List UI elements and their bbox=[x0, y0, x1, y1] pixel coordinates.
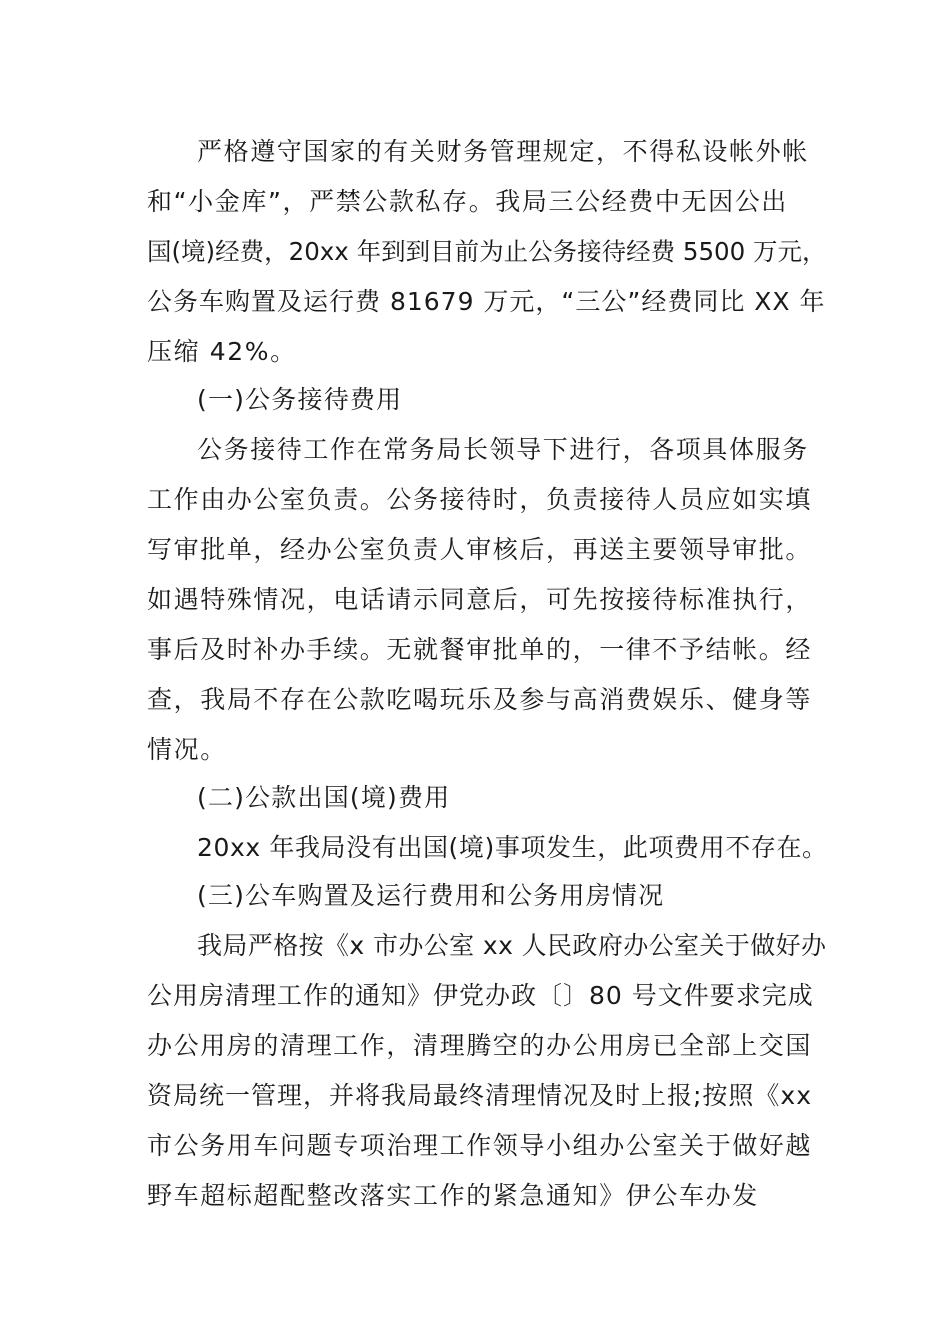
paragraph-2-line-3: 写审批单，经办公室负责人审核后，再送主要领导审批。 bbox=[147, 535, 813, 564]
paragraph-2-line-1: 公务接待工作在常务局长领导下进行，各项具体服务 bbox=[197, 435, 809, 464]
paragraph-1-line-3: 国(境)经费，20xx 年到到目前为止公务接待经费 5500 万元， bbox=[147, 237, 827, 266]
section-heading-2: (二)公款出国(境)费用 bbox=[197, 783, 451, 812]
paragraph-2-line-7: 情况。 bbox=[147, 735, 227, 764]
paragraph-1-line-1: 严格遵守国家的有关财务管理规定，不得私设帐外帐 bbox=[197, 137, 809, 166]
paragraph-2-line-4: 如遇特殊情况，电话请示同意后，可先按接待标准执行， bbox=[147, 585, 813, 614]
paragraph-4-line-5: 市公务用车问题专项治理工作领导小组办公室关于做好越 bbox=[147, 1131, 813, 1160]
paragraph-4-line-4: 资局统一管理，并将我局最终清理情况及时上报;按照《xx bbox=[147, 1081, 813, 1110]
paragraph-1-line-4: 公务车购置及运行费 81679 万元，“三公”经费同比 XX 年 bbox=[147, 287, 826, 316]
paragraph-4-line-3: 办公用房的清理工作，清理腾空的办公用房已全部上交国 bbox=[147, 1031, 813, 1060]
paragraph-4-line-6: 野车超标超配整改落实工作的紧急通知》伊公车办发 bbox=[147, 1181, 759, 1210]
paragraph-4-line-2: 公用房清理工作的通知》伊党办政〔〕80 号文件要求完成 bbox=[147, 981, 814, 1010]
paragraph-3-line-1: 20xx 年我局没有出国(境)事项发生，此项费用不存在。 bbox=[197, 833, 828, 862]
section-heading-1: (一)公务接待费用 bbox=[197, 385, 403, 414]
paragraph-1-line-2: 和“小金库”，严禁公款私存。我局三公经费中无因公出 bbox=[147, 187, 788, 216]
paragraph-1-line-5: 压缩 42%。 bbox=[147, 337, 297, 366]
paragraph-2-line-5: 事后及时补办手续。无就餐审批单的，一律不予结帐。经 bbox=[147, 635, 813, 664]
paragraph-2-line-6: 查，我局不存在公款吃喝玩乐及参与高消费娱乐、健身等 bbox=[147, 685, 813, 714]
section-heading-3: (三)公车购置及运行费用和公务用房情况 bbox=[197, 881, 665, 910]
paragraph-2-line-2: 工作由办公室负责。公务接待时，负责接待人员应如实填 bbox=[147, 485, 813, 514]
paragraph-4-line-1: 我局严格按《x 市办公室 xx 人民政府办公室关于做好办 bbox=[197, 931, 827, 960]
